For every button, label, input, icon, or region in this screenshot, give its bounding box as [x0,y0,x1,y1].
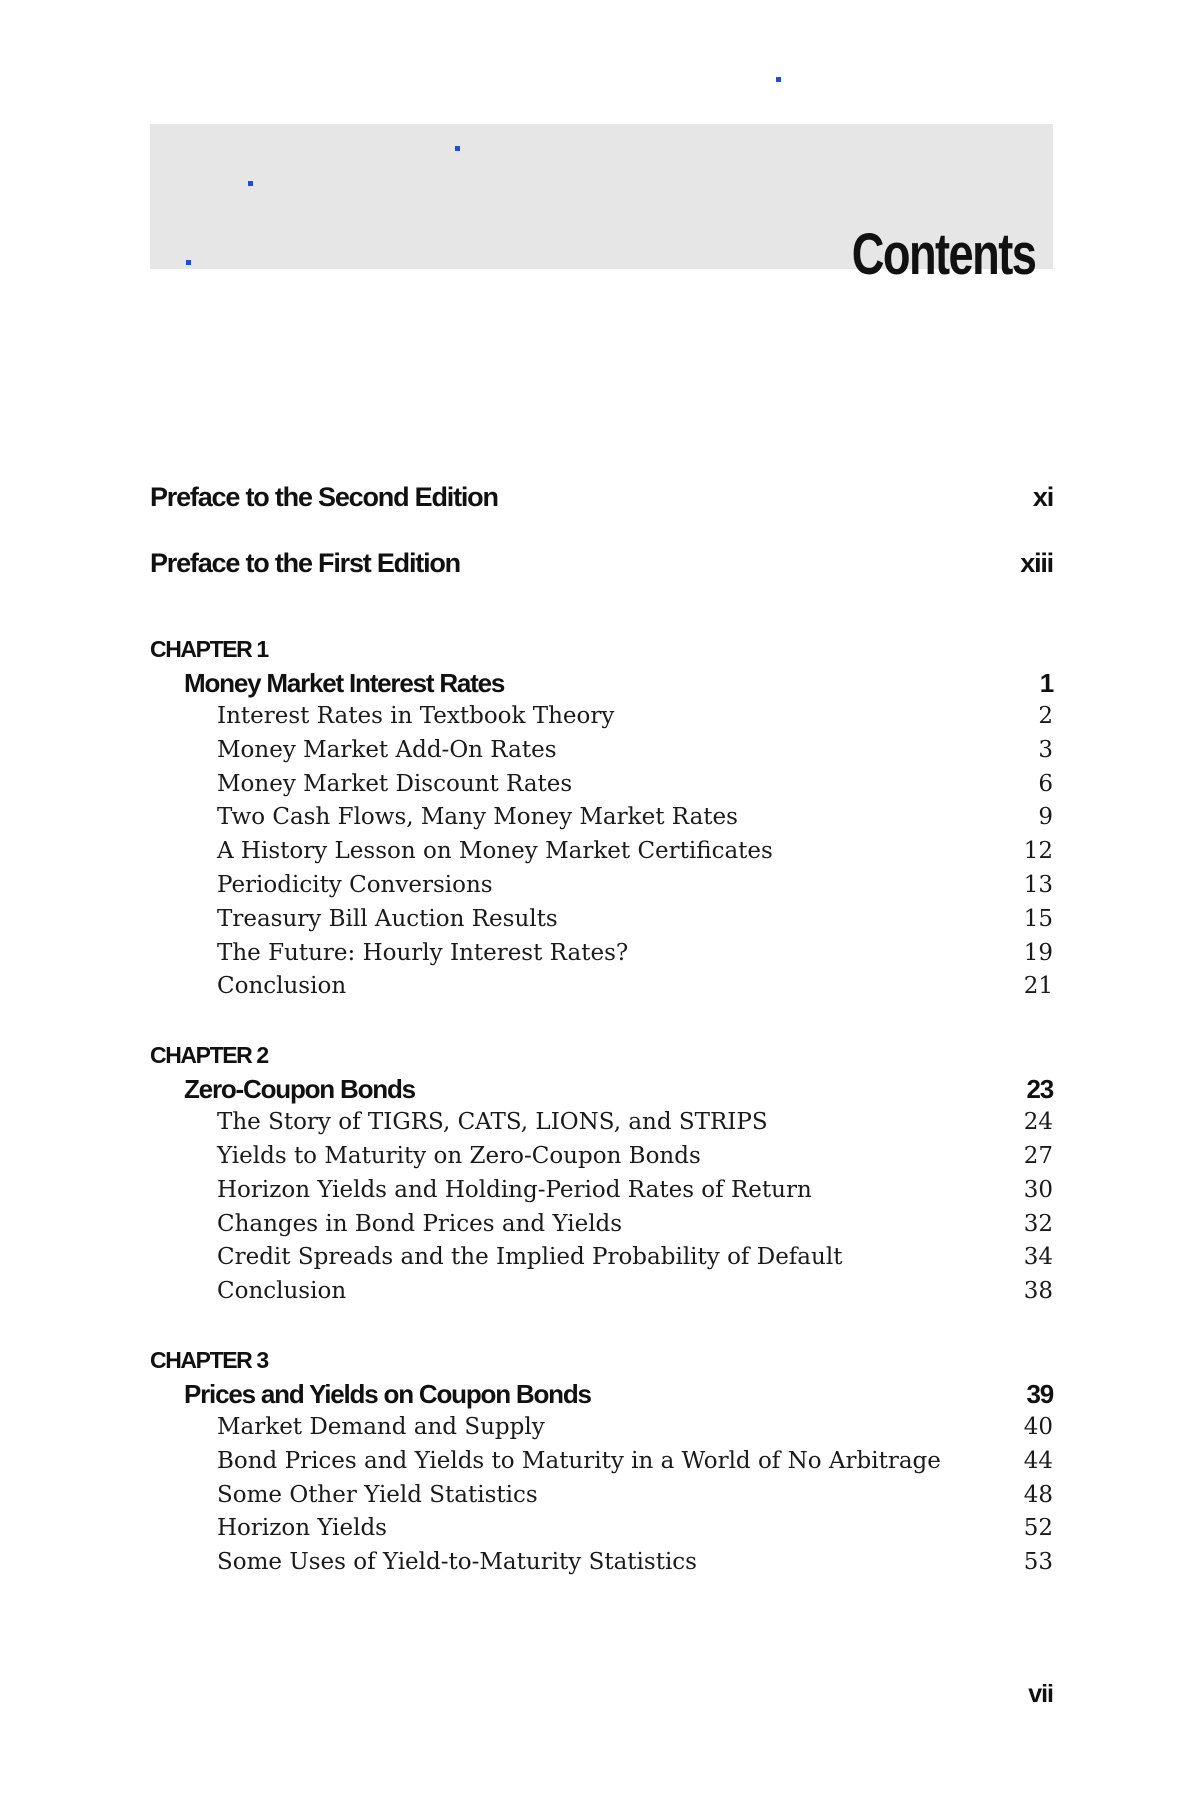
entry-title: Preface to the Second Edition [150,482,498,512]
toc-front-matter-entry[interactable] [150,546,1053,612]
entry-page: 1 [1039,668,1053,698]
entry-page: 12 [1023,838,1053,865]
entry-title: Some Other Yield Statistics [217,1481,538,1508]
toc-section-entry[interactable] [150,1241,1053,1275]
chapter-title-entry[interactable] [150,1377,1053,1411]
chapter-list [150,632,1053,1580]
entry-title: Money Market Discount Rates [217,770,573,797]
toc-section-entry[interactable] [150,734,1053,768]
entry-title: Interest Rates in Textbook Theory [217,703,615,729]
entry-title: Conclusion [217,973,347,1000]
entry-page: xi [1032,482,1053,512]
entry-page: 9 [1038,804,1053,831]
entry-page: 24 [1023,1109,1053,1136]
toc-section-entry[interactable] [150,1479,1053,1513]
entry-title: A History Lesson on Money Market Certificates [217,838,773,865]
toc-section-entry[interactable] [150,937,1053,971]
entry-title: The Story of TIGRS, CATS, LIONS, and STRIPS [217,1109,768,1136]
entry-title: Periodicity Conversions [217,871,493,898]
entry-title: Market Demand and Supply [217,1413,545,1440]
table-of-contents [150,480,1053,1580]
entry-page: 52 [1023,1515,1053,1542]
entry-title: Money Market Add-On Rates [217,736,557,763]
chapter-title-entry[interactable] [150,1072,1053,1106]
entry-page: 53 [1023,1549,1053,1576]
entry-title: Some Uses of Yield-to-Maturity Statistics [217,1549,697,1576]
entry-page: 13 [1023,871,1053,898]
entry-title: Horizon Yields and Holding-Period Rates of Return [217,1176,812,1203]
entry-page: 38 [1023,1278,1053,1305]
entry-page: 34 [1023,1244,1053,1271]
entry-title: Credit Spreads and the Implied Probability of Default [217,1244,843,1271]
entry-page: 19 [1023,939,1053,966]
blue-dot-marker [186,260,191,265]
entry-title: Yields to Maturity on Zero-Coupon Bonds [217,1142,701,1169]
entry-page: xiii [1020,548,1053,578]
toc-section-entry[interactable] [150,700,1053,734]
entry-page: 3 [1038,736,1053,763]
toc-section-entry[interactable] [150,869,1053,903]
entry-page: 30 [1023,1176,1053,1203]
toc-section-entry[interactable] [150,801,1053,835]
entry-title: Bond Prices and Yields to Maturity in a World of No Arbitrage [217,1447,941,1474]
entry-page: 21 [1023,973,1053,1000]
entry-page: 23 [1026,1074,1053,1105]
page-title: Contents [851,222,1035,287]
entry-page: 40 [1023,1413,1053,1440]
toc-section-entry[interactable] [150,1512,1053,1546]
entry-title: Zero-Coupon Bonds [184,1074,415,1105]
blue-dot-marker [776,77,781,82]
chapter-label: CHAPTER 1 [150,636,268,662]
entry-page: 15 [1023,905,1053,932]
toc-section-entry[interactable] [150,1140,1053,1174]
toc-section-entry[interactable] [150,1445,1053,1479]
entry-page: 2 [1038,703,1053,729]
toc-section-entry[interactable] [150,903,1053,937]
toc-section-entry[interactable] [150,970,1053,1004]
entry-title: Preface to the First Edition [150,548,460,578]
entry-page: 48 [1023,1481,1053,1508]
blue-dot-marker [248,181,253,186]
chapter-block [150,1343,1053,1580]
toc-section-entry[interactable] [150,768,1053,802]
toc-section-entry[interactable] [150,1106,1053,1140]
entry-title: Prices and Yields on Coupon Bonds [184,1378,591,1409]
chapter-block [150,1038,1053,1309]
entry-title: The Future: Hourly Interest Rates? [217,939,629,966]
blue-dot-marker [455,146,460,151]
chapter-block [150,632,1053,1004]
toc-section-entry[interactable] [150,1174,1053,1208]
entry-title: Horizon Yields [217,1515,387,1542]
toc-section-entry[interactable] [150,835,1053,869]
entry-page: 32 [1023,1210,1053,1237]
entry-page: 44 [1023,1447,1053,1474]
entry-title: Changes in Bond Prices and Yields [217,1210,623,1237]
entry-page: 27 [1023,1142,1053,1169]
toc-section-entry[interactable] [150,1546,1053,1580]
entry-title: Money Market Interest Rates [184,668,505,698]
toc-section-entry[interactable] [150,1208,1053,1242]
toc-section-entry[interactable] [150,1275,1053,1309]
entry-title: Conclusion [217,1278,347,1305]
page-number: vii [1028,1680,1053,1708]
chapter-label: CHAPTER 2 [150,1042,268,1069]
toc-front-matter-entry[interactable] [150,480,1053,546]
entry-page: 39 [1026,1378,1053,1409]
chapter-label: CHAPTER 3 [150,1346,268,1373]
entry-title: Two Cash Flows, Many Money Market Rates [217,804,738,831]
toc-section-entry[interactable] [150,1411,1053,1445]
entry-page: 6 [1038,770,1053,797]
chapter-title-entry[interactable] [150,666,1053,700]
entry-title: Treasury Bill Auction Results [217,905,558,932]
